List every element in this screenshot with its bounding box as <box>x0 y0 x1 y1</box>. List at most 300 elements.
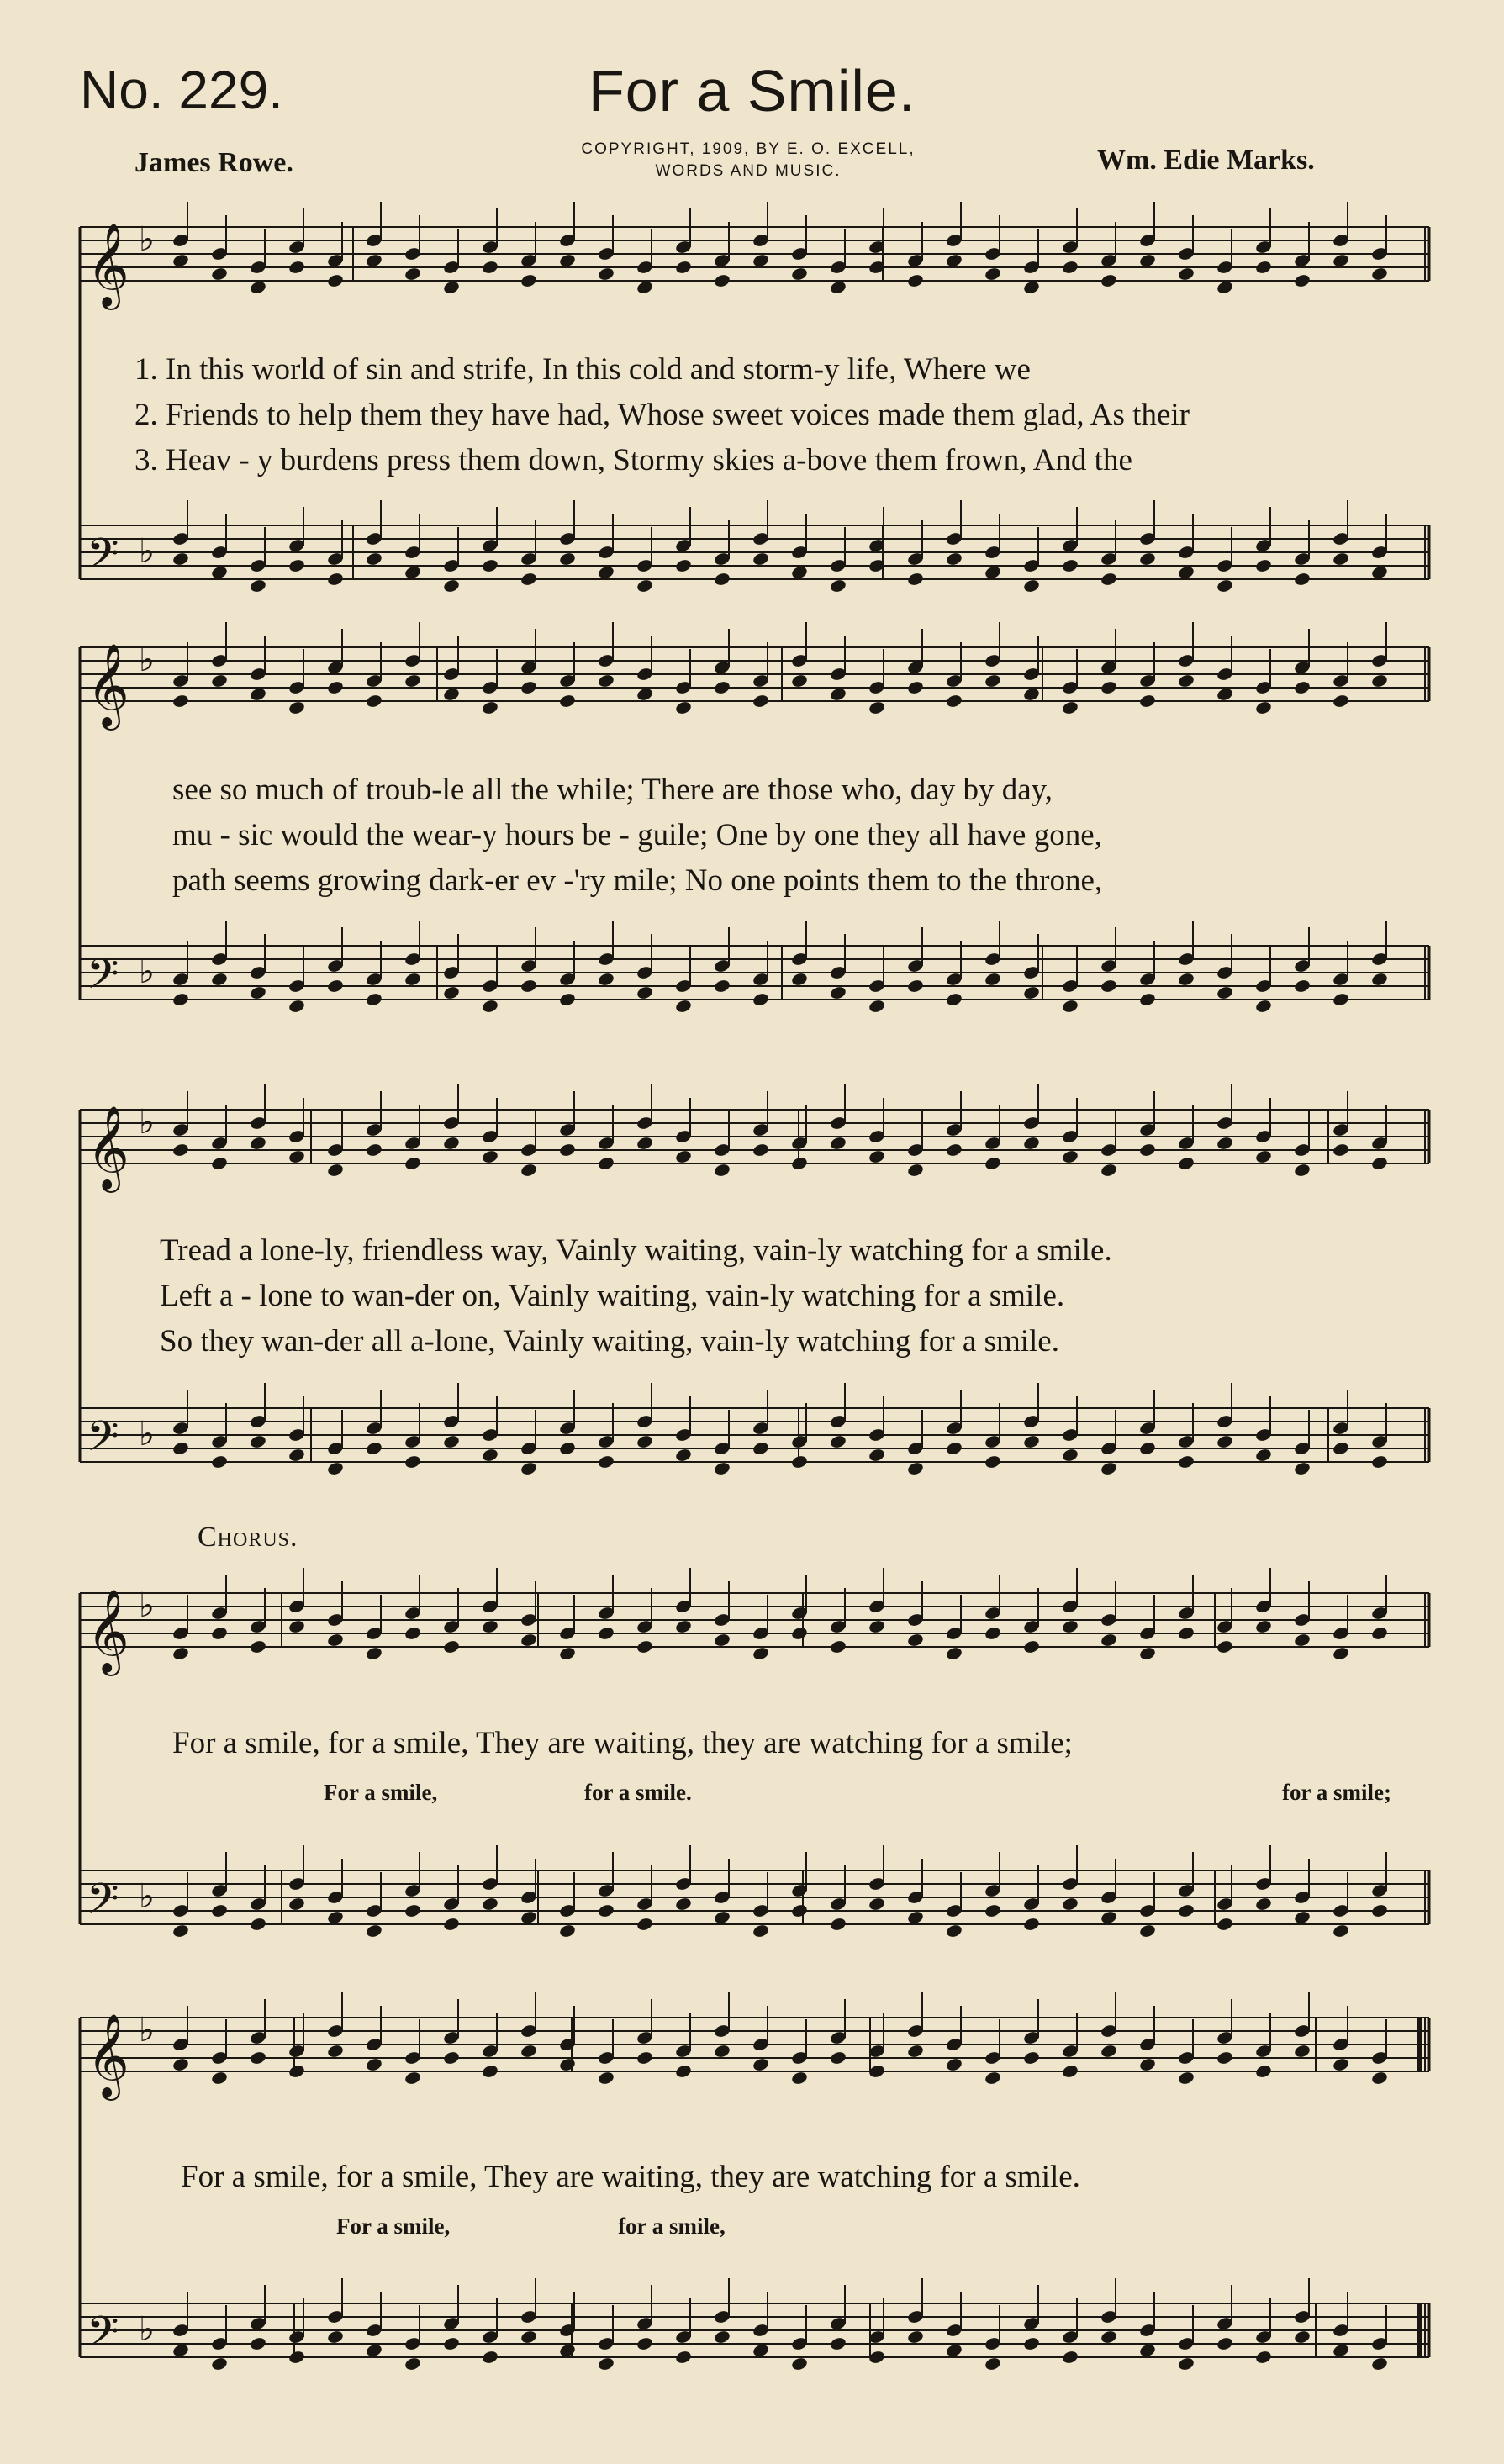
notehead <box>1332 2343 1349 2358</box>
notehead <box>1061 2350 1079 2365</box>
notehead <box>636 1917 653 1932</box>
notehead <box>636 1639 653 1654</box>
notehead <box>945 253 963 268</box>
notehead <box>945 551 963 567</box>
notehead <box>945 2343 963 2358</box>
notehead <box>249 2336 266 2351</box>
notehead <box>1138 551 1156 567</box>
notehead <box>713 680 731 695</box>
notehead <box>1177 1454 1195 1469</box>
notehead <box>210 565 228 580</box>
notehead <box>906 2044 924 2059</box>
notehead <box>1138 992 1156 1007</box>
notehead <box>172 2057 189 2072</box>
notehead <box>365 551 383 567</box>
notehead <box>326 1910 344 1925</box>
notehead <box>1022 985 1040 1000</box>
notehead <box>1216 578 1233 594</box>
notehead <box>1332 694 1349 709</box>
notehead <box>404 266 421 282</box>
notehead <box>752 551 769 567</box>
notehead <box>365 2343 383 2358</box>
notehead <box>597 1626 615 1641</box>
hymn-number: No. 229. <box>80 60 283 120</box>
notehead <box>404 565 421 580</box>
treble-clef-icon: 𝄞 <box>87 2013 129 2097</box>
notehead <box>713 979 731 994</box>
notehead <box>829 2336 847 2351</box>
bass-clef-icon: 𝄢 <box>87 530 119 588</box>
notehead <box>442 280 460 295</box>
notehead <box>752 1923 769 1939</box>
verse-3-line-3: So they wan-der all a-lone, Vainly waiting, vain-ly watching for a smile. <box>160 1324 1059 1359</box>
notehead <box>597 1903 615 1918</box>
notehead <box>210 972 228 987</box>
notehead <box>481 700 499 715</box>
notehead <box>868 1619 885 1634</box>
hymn-title: For a Smile. <box>588 58 916 124</box>
notehead <box>481 260 499 275</box>
notehead <box>1293 1461 1311 1476</box>
notehead <box>1254 700 1272 715</box>
notehead <box>790 1903 808 1918</box>
notehead <box>1061 558 1079 573</box>
notehead <box>210 2356 228 2372</box>
chorus-echo-5: for a smile, <box>618 2213 726 2239</box>
notehead <box>249 1434 266 1449</box>
notehead <box>1293 572 1311 587</box>
notehead <box>1100 273 1117 288</box>
notehead <box>984 1626 1001 1641</box>
verse-1-line-3: Tread a lone-ly, friendless way, Vainly waiting, vain-ly watching for a smile. <box>160 1233 1112 1268</box>
flat-key-signature-icon: ♭ <box>139 220 155 259</box>
notehead <box>1293 1163 1311 1178</box>
notehead <box>1332 2057 1349 2072</box>
notehead <box>674 1619 692 1634</box>
notehead <box>288 2350 305 2365</box>
notehead <box>984 2071 1001 2086</box>
notehead <box>713 2044 731 2059</box>
notehead <box>365 992 383 1007</box>
notehead <box>945 2057 963 2072</box>
notehead <box>1100 1163 1117 1178</box>
bass-clef-icon: 𝄢 <box>87 1875 119 1934</box>
treble-clef-icon: 𝄞 <box>87 1589 129 1673</box>
chorus-echo-3: for a smile; <box>1282 1780 1391 1805</box>
notehead <box>636 280 653 295</box>
flat-key-signature-icon: ♭ <box>139 2310 155 2349</box>
notehead <box>365 253 383 268</box>
notehead <box>172 992 189 1007</box>
copyright-line-1: COPYRIGHT, 1909, BY E. O. EXCELL, <box>581 140 916 158</box>
notehead <box>1177 1626 1195 1641</box>
notehead <box>597 2071 615 2086</box>
notehead <box>1293 979 1311 994</box>
notehead <box>404 673 421 689</box>
notehead <box>906 2329 924 2345</box>
notehead <box>1370 2071 1388 2086</box>
notehead <box>326 979 344 994</box>
notehead <box>790 2356 808 2372</box>
notehead <box>1177 266 1195 282</box>
notehead <box>520 273 537 288</box>
chorus-echo-1: For a smile, <box>324 1780 438 1805</box>
notehead <box>829 687 847 702</box>
notehead <box>172 1142 189 1158</box>
notehead <box>713 2329 731 2345</box>
notehead <box>752 2343 769 2358</box>
treble-clef-icon: 𝄞 <box>87 223 129 307</box>
notehead <box>1177 1903 1195 1918</box>
notehead <box>906 1910 924 1925</box>
notehead <box>365 1142 383 1158</box>
notehead <box>210 1903 228 1918</box>
composer-name: Wm. Edie Marks. <box>1097 145 1315 176</box>
notehead <box>1138 2343 1156 2358</box>
notehead <box>1254 1897 1272 1912</box>
notehead <box>636 2336 653 2351</box>
notehead <box>752 1441 769 1456</box>
notehead <box>1138 694 1156 709</box>
notehead <box>1254 1149 1272 1164</box>
notehead <box>1061 2064 1079 2079</box>
flat-key-signature-icon: ♭ <box>139 1415 155 1454</box>
chorus-line-1: For a smile, for a smile, They are waiting, they are watching for a smile; <box>172 1726 1073 1760</box>
notehead <box>829 985 847 1000</box>
notehead <box>326 1461 344 1476</box>
notehead <box>520 1163 537 1178</box>
notehead <box>1370 2356 1388 2372</box>
notehead <box>1061 999 1079 1014</box>
notehead <box>288 1149 305 1164</box>
notehead <box>1293 273 1311 288</box>
notehead <box>1138 253 1156 268</box>
notehead <box>172 1923 189 1939</box>
notehead <box>1370 1454 1388 1469</box>
notehead <box>1216 2336 1233 2351</box>
notehead <box>1061 1619 1079 1634</box>
notehead <box>752 1142 769 1158</box>
notehead <box>288 558 305 573</box>
notehead <box>288 260 305 275</box>
notehead <box>1022 280 1040 295</box>
notehead <box>1293 2044 1311 2059</box>
verse-2-line-2: mu - sic would the wear-y hours be - guile; One by one they all have gone, <box>172 818 1102 852</box>
notehead <box>1216 1136 1233 1151</box>
notehead <box>906 680 924 695</box>
notehead <box>442 687 460 702</box>
notehead <box>520 2329 537 2345</box>
notehead <box>713 1910 731 1925</box>
notehead <box>674 1897 692 1912</box>
notehead <box>365 1441 383 1456</box>
notehead <box>249 578 266 594</box>
notehead <box>442 578 460 594</box>
notehead <box>1293 1910 1311 1925</box>
notehead <box>442 2050 460 2066</box>
notehead <box>442 1434 460 1449</box>
notehead <box>481 1448 499 1463</box>
notehead <box>288 2064 305 2079</box>
notehead <box>1022 1917 1040 1932</box>
notehead <box>597 1454 615 1469</box>
notehead <box>1254 260 1272 275</box>
notehead <box>1177 673 1195 689</box>
notehead <box>713 1163 731 1178</box>
notehead <box>520 1910 537 1925</box>
flat-key-signature-icon: ♭ <box>139 1586 155 1625</box>
notehead <box>558 992 576 1007</box>
notehead <box>984 1903 1001 1918</box>
notehead <box>172 253 189 268</box>
notehead <box>326 273 344 288</box>
notehead <box>790 1626 808 1641</box>
notehead <box>558 1142 576 1158</box>
notehead <box>288 1897 305 1912</box>
flat-key-signature-icon: ♭ <box>139 952 155 991</box>
verse-1-line-1: 1. In this world of sin and strife, In this cold and storm-y life, Where we <box>135 352 1031 387</box>
notehead <box>1100 2329 1117 2345</box>
notehead <box>1022 687 1040 702</box>
notehead <box>1061 1897 1079 1912</box>
notehead <box>752 694 769 709</box>
notehead <box>984 2356 1001 2372</box>
notehead <box>558 1441 576 1456</box>
notehead <box>172 1646 189 1661</box>
notehead <box>984 972 1001 987</box>
notehead <box>790 565 808 580</box>
notehead <box>404 1454 421 1469</box>
notehead <box>404 1903 421 1918</box>
notehead <box>404 2356 421 2372</box>
verse-3-line-2: path seems growing dark-er ev -'ry mile; No one points them to the throne, <box>172 863 1103 898</box>
notehead <box>442 985 460 1000</box>
notehead <box>906 1163 924 1178</box>
notehead <box>1370 1903 1388 1918</box>
notehead <box>713 1461 731 1476</box>
notehead <box>945 694 963 709</box>
notehead <box>1370 673 1388 689</box>
notehead <box>481 558 499 573</box>
notehead <box>713 273 731 288</box>
notehead <box>790 1454 808 1469</box>
notehead <box>210 673 228 689</box>
notehead <box>210 1156 228 1171</box>
notehead <box>597 565 615 580</box>
notehead <box>1100 572 1117 587</box>
notehead <box>481 2064 499 2079</box>
notehead <box>326 680 344 695</box>
notehead <box>326 572 344 587</box>
notehead <box>674 2350 692 2365</box>
chorus-echo-2: for a smile. <box>584 1780 692 1805</box>
notehead <box>1293 680 1311 695</box>
notehead <box>829 2050 847 2066</box>
flat-key-signature-icon: ♭ <box>139 1103 155 1142</box>
notehead <box>558 551 576 567</box>
notehead <box>945 1142 963 1158</box>
notehead <box>868 700 885 715</box>
notehead <box>249 2050 266 2066</box>
notehead <box>906 1461 924 1476</box>
notehead <box>1332 551 1349 567</box>
notehead <box>674 2064 692 2079</box>
notehead <box>790 266 808 282</box>
notehead <box>1138 1923 1156 1939</box>
notehead <box>404 1156 421 1171</box>
notehead <box>1216 2050 1233 2066</box>
notehead <box>1061 260 1079 275</box>
treble-clef-icon: 𝄞 <box>87 1105 129 1190</box>
notehead <box>1370 565 1388 580</box>
notehead <box>1100 1633 1117 1648</box>
notehead <box>172 1441 189 1456</box>
notehead <box>1177 972 1195 987</box>
notehead <box>481 1619 499 1634</box>
notehead <box>558 2343 576 2358</box>
notehead <box>1370 972 1388 987</box>
notehead <box>288 1619 305 1634</box>
notehead <box>790 972 808 987</box>
notehead <box>1177 2356 1195 2372</box>
notehead <box>1138 1646 1156 1661</box>
notehead <box>1216 687 1233 702</box>
notehead <box>906 572 924 587</box>
notehead <box>1138 2057 1156 2072</box>
notehead <box>365 1646 383 1661</box>
notehead <box>829 1434 847 1449</box>
notehead <box>829 578 847 594</box>
notehead <box>442 1136 460 1151</box>
notehead <box>1254 1448 1272 1463</box>
notehead <box>1254 999 1272 1014</box>
notehead <box>249 280 266 295</box>
notehead <box>1216 280 1233 295</box>
notehead <box>1022 1434 1040 1449</box>
notehead <box>636 985 653 1000</box>
notehead <box>1216 1639 1233 1654</box>
notehead <box>442 1639 460 1654</box>
notehead <box>984 565 1001 580</box>
notehead <box>829 280 847 295</box>
notehead <box>249 985 266 1000</box>
notehead <box>210 2071 228 2086</box>
notehead <box>210 266 228 282</box>
notehead <box>597 1156 615 1171</box>
notehead <box>1061 700 1079 715</box>
notehead <box>906 273 924 288</box>
notehead <box>1216 985 1233 1000</box>
bass-clef-icon: 𝄢 <box>87 2308 119 2366</box>
notehead <box>558 253 576 268</box>
notehead <box>249 1917 266 1932</box>
flat-key-signature-icon: ♭ <box>139 1877 155 1916</box>
notehead <box>597 2356 615 2372</box>
notehead <box>326 2044 344 2059</box>
notehead <box>984 1454 1001 1469</box>
notehead <box>1100 1461 1117 1476</box>
notehead <box>713 572 731 587</box>
notehead <box>906 1633 924 1648</box>
verse-2-line-1: 2. Friends to help them they have had, Whose sweet voices made them glad, As their <box>135 398 1190 432</box>
notehead <box>1100 979 1117 994</box>
notehead <box>1332 1646 1349 1661</box>
notehead <box>868 999 885 1014</box>
notehead <box>597 972 615 987</box>
notehead <box>1100 2044 1117 2059</box>
notehead <box>365 694 383 709</box>
verse-2-line-3: Left a - lone to wan-der on, Vainly waiting, vain-ly watching for a smile. <box>160 1279 1065 1313</box>
notehead <box>636 578 653 594</box>
notehead <box>1254 1619 1272 1634</box>
notehead <box>288 1448 305 1463</box>
notehead <box>1100 1910 1117 1925</box>
flat-key-signature-icon: ♭ <box>139 2011 155 2050</box>
notehead <box>481 1149 499 1164</box>
flat-key-signature-icon: ♭ <box>139 641 155 679</box>
notehead <box>945 1923 963 1939</box>
notehead <box>249 1136 266 1151</box>
chorus-label: Chorus. <box>198 1522 298 1553</box>
notehead <box>520 1633 537 1648</box>
notehead <box>404 972 421 987</box>
notehead <box>790 2071 808 2086</box>
notehead <box>481 2350 499 2365</box>
notehead <box>1061 1149 1079 1164</box>
flat-key-signature-icon: ♭ <box>139 532 155 571</box>
notehead <box>1332 1142 1349 1158</box>
notehead <box>752 253 769 268</box>
notehead <box>520 680 537 695</box>
notehead <box>1061 1448 1079 1463</box>
copyright-line-2: WORDS AND MUSIC. <box>655 162 842 180</box>
notehead <box>558 694 576 709</box>
notehead <box>674 999 692 1014</box>
notehead <box>1177 1156 1195 1171</box>
notehead <box>1177 565 1195 580</box>
notehead <box>906 979 924 994</box>
notehead <box>288 999 305 1014</box>
notehead <box>674 1149 692 1164</box>
notehead <box>597 266 615 282</box>
notehead <box>984 266 1001 282</box>
notehead <box>829 1639 847 1654</box>
notehead <box>1138 1142 1156 1158</box>
notehead <box>1022 2336 1040 2351</box>
notehead <box>210 1626 228 1641</box>
notehead <box>249 1639 266 1654</box>
notehead <box>636 1136 653 1151</box>
notehead <box>945 992 963 1007</box>
notehead <box>1216 1434 1233 1449</box>
notehead <box>945 1646 963 1661</box>
notehead <box>868 1149 885 1164</box>
notehead <box>1370 1156 1388 1171</box>
notehead <box>326 2329 344 2345</box>
chorus-line-2: For a smile, for a smile, They are waiting, they are watching for a smile. <box>181 2160 1080 2194</box>
notehead <box>172 2343 189 2358</box>
notehead <box>558 1646 576 1661</box>
notehead <box>752 1646 769 1661</box>
notehead <box>984 1156 1001 1171</box>
notehead <box>1293 2329 1311 2345</box>
notehead <box>172 694 189 709</box>
verse-3-line-1: 3. Heav - y burdens press them down, Stormy skies a-bove them frown, And the <box>135 443 1132 477</box>
notehead <box>674 260 692 275</box>
notehead <box>481 999 499 1014</box>
notehead <box>210 1454 228 1469</box>
notehead <box>945 1441 963 1456</box>
